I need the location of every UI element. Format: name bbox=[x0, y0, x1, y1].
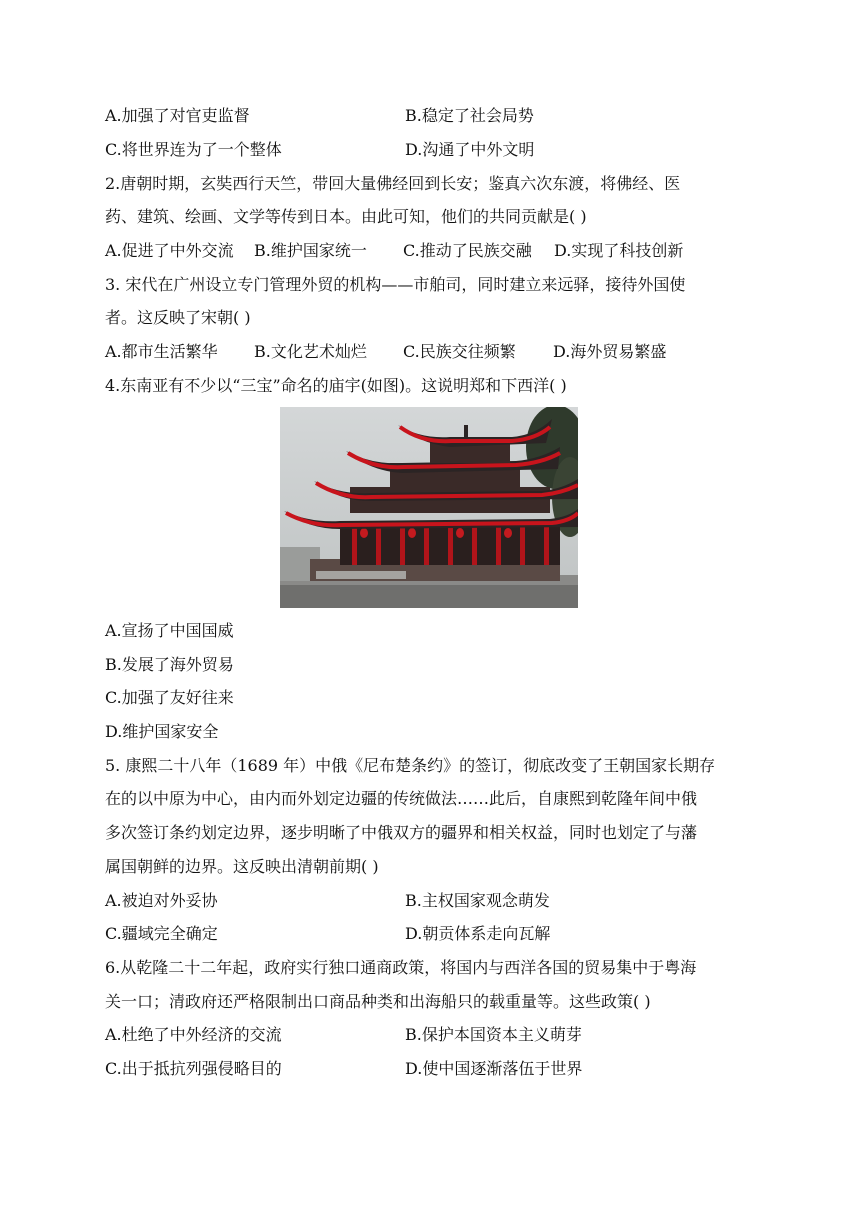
q4-stem: 4.东南亚有不少以“三宝”命名的庙宇(如图)。这说明郑和下西洋( ) bbox=[105, 376, 567, 395]
q2-option-c[interactable]: C.推动了民族交融 bbox=[403, 241, 532, 260]
q5-option-b[interactable]: B.主权国家观念萌发 bbox=[405, 891, 550, 910]
q6-stem-line-1: 6.从乾隆二十二年起，政府实行独口通商政策，将国内与西洋各国的贸易集中于粤海 bbox=[105, 958, 697, 977]
q6-option-a[interactable]: A.杜绝了中外经济的交流 bbox=[105, 1025, 282, 1044]
q2-option-a[interactable]: A.促进了中外交流 bbox=[105, 241, 234, 260]
q2-option-b[interactable]: B.维护国家统一 bbox=[254, 241, 367, 260]
q5-option-c[interactable]: C.疆域完全确定 bbox=[105, 924, 218, 943]
q1-option-b[interactable]: B.稳定了社会局势 bbox=[405, 106, 534, 125]
q3-stem-line-2: 者。这反映了宋朝( ) bbox=[105, 308, 251, 327]
q3-stem-line-1: 3. 宋代在广州设立专门管理外贸的机构——市舶司，同时建立来远驿，接待外国使 bbox=[105, 275, 686, 294]
q3-option-a[interactable]: A.都市生活繁华 bbox=[105, 342, 218, 361]
q1-option-d[interactable]: D.沟通了中外文明 bbox=[405, 140, 535, 159]
q2-stem-line-2: 药、建筑、绘画、文学等传到日本。由此可知，他们的共同贡献是( ) bbox=[105, 207, 587, 226]
temple-photo bbox=[280, 407, 578, 608]
q6-option-b[interactable]: B.保护本国资本主义萌芽 bbox=[405, 1025, 582, 1044]
q3-option-b[interactable]: B.文化艺术灿烂 bbox=[254, 342, 367, 361]
q4-option-a[interactable]: A.宣扬了中国国威 bbox=[105, 621, 234, 640]
q5-option-d[interactable]: D.朝贡体系走向瓦解 bbox=[405, 924, 551, 943]
q2-stem-line-1: 2.唐朝时期，玄奘西行天竺，带回大量佛经回到长安；鉴真六次东渡，将佛经、医 bbox=[105, 174, 681, 193]
q5-stem-line-3: 多次签订条约划定边界，逐步明晰了中俄双方的疆界和相关权益，同时也划定了与藩 bbox=[105, 823, 698, 842]
q5-stem-line-2: 在的以中原为中心，由内而外划定边疆的传统做法……此后，自康熙到乾隆年间中俄 bbox=[105, 789, 698, 808]
q4-option-b[interactable]: B.发展了海外贸易 bbox=[105, 655, 234, 674]
q5-stem-line-4: 属国朝鲜的边界。这反映出清朝前期( ) bbox=[105, 857, 379, 876]
q6-option-c[interactable]: C.出于抵抗列强侵略目的 bbox=[105, 1059, 282, 1078]
q6-option-d[interactable]: D.使中国逐渐落伍于世界 bbox=[405, 1059, 583, 1078]
q5-option-a[interactable]: A.被迫对外妥协 bbox=[105, 891, 218, 910]
q4-option-c[interactable]: C.加强了友好往来 bbox=[105, 688, 234, 707]
q3-option-d[interactable]: D.海外贸易繁盛 bbox=[553, 342, 667, 361]
q1-option-c[interactable]: C.将世界连为了一个整体 bbox=[105, 140, 282, 159]
q6-stem-line-2: 关一口；清政府还严格限制出口商品种类和出海船只的载重量等。这些政策( ) bbox=[105, 992, 651, 1011]
q4-option-d[interactable]: D.维护国家安全 bbox=[105, 722, 219, 741]
q2-option-d[interactable]: D.实现了科技创新 bbox=[554, 241, 684, 260]
q5-stem-line-1: 5. 康熙二十八年（1689 年）中俄《尼布楚条约》的签订，彻底改变了王朝国家长期存 bbox=[105, 756, 716, 775]
q1-option-a[interactable]: A.加强了对官吏监督 bbox=[105, 106, 250, 125]
q3-option-c[interactable]: C.民族交往频繁 bbox=[403, 342, 516, 361]
